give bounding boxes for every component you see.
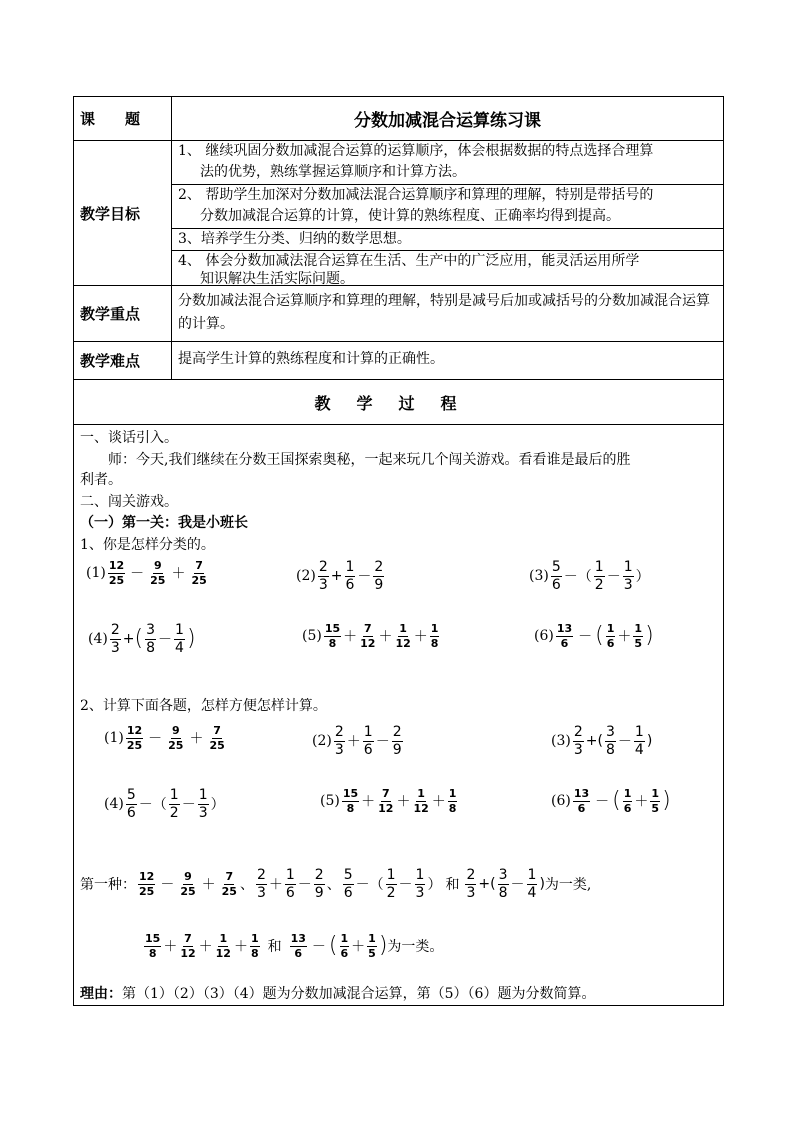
focus-label: 教学重点 — [74, 286, 172, 341]
classification-label: 第一种： — [80, 877, 136, 894]
objective-text: 知识解决生活实际问题。 — [200, 271, 354, 287]
problem-4: (4) 5 6 － （ 1 2 － 1 3 ） — [104, 787, 225, 821]
objective-text: 1、 继续巩固分数加减混合运算的运算顺序，体会根据数据的特点选择合理算 — [178, 143, 654, 159]
objective-item — [172, 229, 723, 251]
objective-item — [172, 251, 723, 286]
topic-label: 课 题 — [74, 97, 172, 140]
problem-3: (3) 2 3 + ( 3 8 － 1 4 ) — [551, 724, 653, 758]
classification-two: 15 8 ＋ 7 12 ＋ 1 12 ＋ 1 8 和 13 6 － ( 1 6 ＋ 1 5 ) 为一类。 — [145, 932, 444, 960]
objective-text: 法的优势，熟练掌握运算顺序和计算方法。 — [200, 164, 466, 180]
classification-one: 第一种： 12 25 － 9 25 ＋ 7 25 、 2 3 ＋ 1 6 － 2 9 、 5 6 － （ 1 2 － 1 3 ） 和 2 3 + ( 3 8 － 1 4 ) 为一类, — [80, 867, 592, 901]
problem-1: (1) 12 25 － 9 25 ＋ 7 25 — [104, 724, 225, 752]
reason-label: 理由： — [80, 986, 122, 1002]
question-two: 2、计算下面各题，怎样方便怎样计算。 — [80, 698, 327, 714]
problem-5: (5) 15 8 ＋ 7 12 ＋ 1 12 ＋ 1 8 — [302, 622, 439, 650]
difficulty-label: 教学难点 — [74, 342, 172, 379]
problem-6: (6) 13 6 － ( 1 6 ＋ 1 5 ) — [551, 787, 671, 815]
process-body — [74, 425, 723, 1005]
topic-row — [74, 97, 723, 141]
problem-2: (2) 2 3 ＋ 1 6 － 2 9 — [312, 724, 402, 758]
problem-4: (4) 2 3 + ( 3 8 － 1 4 ) — [88, 622, 196, 656]
objective-text: 分数加减混合运算的计算，使计算的熟练程度、正确率均得到提高。 — [200, 208, 620, 224]
objective-item — [172, 185, 723, 229]
teacher-line-cont: 利者。 — [80, 472, 122, 488]
focus-row — [74, 286, 723, 342]
level-one-heading: （一）第一关：我是小班长 — [80, 515, 248, 531]
intro-heading: 一、谈话引入。 — [80, 430, 178, 446]
question-one: 1、你是怎样分类的。 — [80, 537, 215, 553]
process-heading: 教学过程 — [74, 380, 723, 425]
objective-text: 2、 帮助学生加深对分数加减法混合运算顺序和算理的理解，特别是带括号的 — [178, 187, 654, 203]
difficulty-row — [74, 342, 723, 380]
lesson-title: 分数加减混合运算练习课 — [354, 111, 541, 131]
objectives-list — [172, 141, 723, 285]
lesson-plan-table — [73, 96, 724, 1006]
objective-text: 4、 体会分数加减法混合运算在生活、生产中的广泛应用，能灵活运用所学 — [178, 253, 640, 269]
problem-6: (6) 13 6 － ( 1 6 ＋ 1 5 ) — [534, 622, 654, 650]
reason-line — [80, 983, 595, 1005]
problem-5: (5) 15 8 ＋ 7 12 ＋ 1 12 ＋ 1 8 — [320, 787, 457, 815]
focus-text: 分数加减法混合运算顺序和算理的理解，特别是减号后加或减括号的分数加减混合运算的计算。 — [178, 293, 710, 332]
objective-text: 3、培养学生分类、归纳的数学思想。 — [178, 231, 411, 247]
problem-2: (2) 2 3 + $\frac{1}{6}$ － 2 9 — [296, 559, 384, 593]
objectives-row — [74, 141, 723, 286]
objectives-label: 教学目标 — [74, 141, 172, 285]
problem-3: (3) 5 6 － （ 1 2 － 1 3 ） — [529, 559, 650, 593]
objective-item — [172, 141, 723, 185]
games-heading: 二、闯关游戏。 — [80, 494, 178, 510]
reason-text: 第（1）（2）（3）（4）题为分数加减混合运算，第（5）（6）题为分数简算。 — [122, 986, 596, 1002]
difficulty-text: 提高学生计算的熟练程度和计算的正确性。 — [178, 351, 444, 367]
problem-1: (1) 12 25 － 9 25 ＋ 7 25 — [86, 559, 207, 587]
teacher-line: 师：今天,我们继续在分数王国探索奥秘，一起来玩几个闯关游戏。看看谁是最后的胜 — [108, 452, 631, 468]
